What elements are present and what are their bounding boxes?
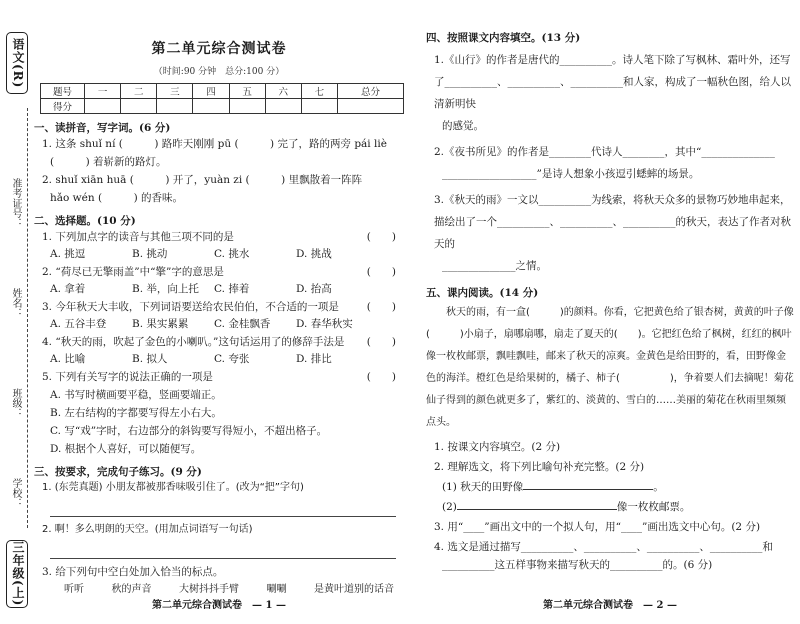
s3-q1: 1. (东莞真题) 小朋友都被那香味吸引住了。(改为“把”字句) bbox=[42, 482, 304, 493]
score-cell: 五 bbox=[229, 84, 265, 99]
page-subtitle: （时间:90 分钟 总分:100 分） bbox=[153, 67, 285, 77]
score-value-row bbox=[41, 99, 404, 114]
answer-paren[interactable]: ( ) bbox=[366, 336, 396, 348]
answer-paren[interactable]: ( ) bbox=[366, 231, 396, 243]
s4-q1-line2: 的感觉。 bbox=[442, 120, 484, 132]
s4-q1-line1: 1.《山行》的作者是唐代的__________。诗人笔下除了写枫林、霜叶外，还写了__________、__________、__________和人家，构成了一幅秋色图，给人以清新明快 bbox=[434, 54, 791, 110]
s5-q2-a-suffix: 。 bbox=[653, 481, 664, 493]
score-cell: 得分 bbox=[41, 99, 85, 114]
class-label: 班级： bbox=[10, 388, 21, 418]
name-label: 姓名： bbox=[10, 288, 21, 318]
s5-q3: 3. 用“____”画出文中的一个拟人句，用“____”画出选文中心句。(2 分) bbox=[434, 521, 761, 533]
score-input-cell[interactable] bbox=[121, 99, 157, 114]
s5-q4-line2: __________这五样事物来描写秋天的__________的。(6 分) bbox=[442, 559, 713, 571]
s2-q1 bbox=[34, 228, 404, 246]
score-cell: 七 bbox=[301, 84, 337, 99]
s5-q2-a-blank[interactable] bbox=[523, 478, 653, 490]
s5-q2-b-blank[interactable] bbox=[457, 498, 617, 510]
word-item: 秋的声音 bbox=[111, 584, 152, 595]
grade-tag: 三年级(上) bbox=[6, 540, 28, 608]
section-5-title: 五、课内阅读。(14 分) bbox=[426, 287, 539, 299]
option-d[interactable]: D. 排比 bbox=[296, 353, 332, 365]
score-table bbox=[40, 83, 404, 114]
s4-q2-line2: __________________”是诗人想象小孩逗引蟋蟀的场景。 bbox=[442, 168, 700, 180]
word-item: 唰唰 bbox=[266, 584, 287, 595]
s2-q4-text: 4. “秋天的雨，吹起了金色的小喇叭。”这句话运用了的修辞手法是 bbox=[42, 336, 345, 348]
score-input-cell[interactable] bbox=[85, 99, 121, 114]
s2-q1-text: 1. 下列加点字的读音与其他三项不同的是 bbox=[42, 231, 234, 243]
option-a[interactable]: A. 拿着 bbox=[50, 283, 86, 295]
option-c[interactable]: C. 挑水 bbox=[214, 248, 250, 260]
page-title: 第二单元综合测试卷 bbox=[151, 41, 287, 57]
s3-q2: 2. 啊！多么明朗的天空。(用加点词语写一句话) bbox=[42, 524, 253, 535]
option-a[interactable]: A. 五谷丰登 bbox=[50, 318, 107, 330]
word-item: 听听 bbox=[64, 584, 84, 595]
section-2-title: 二、选择题。(10 分) bbox=[34, 215, 136, 227]
s3-q3: 3. 给下列句中空白处加入恰当的标点。 bbox=[42, 566, 224, 578]
s5-q2: 2. 理解选文，将下列比喻句补充完整。(2 分) bbox=[434, 461, 645, 473]
score-input-cell[interactable] bbox=[301, 99, 337, 114]
s5-q2-b bbox=[426, 498, 794, 516]
option-c[interactable]: C. 捧着 bbox=[214, 283, 250, 295]
s1-q2-line1: 2. shuǐ xiān huā ( ) 开了，yuàn zi ( ) 里飘散着一阵阵 bbox=[42, 174, 363, 186]
s5-q2-b-suffix: 像一枚枚邮票。 bbox=[616, 501, 691, 513]
s2-q2-options bbox=[34, 281, 404, 298]
s2-q5-option-c[interactable]: C. 写“戏”字时，右边部分的斜钩要写得短小，不超出格子。 bbox=[50, 425, 328, 437]
score-cell: 总分 bbox=[338, 84, 404, 99]
s1-q1-line2: ( ) 着崭新的路灯。 bbox=[50, 156, 167, 168]
option-d[interactable]: D. 春华秋实 bbox=[296, 318, 353, 330]
section-3-title: 三、按要求，完成句子练习。(9 分) bbox=[34, 466, 202, 478]
section-1-title: 一、读拼音，写字词。(6 分) bbox=[34, 122, 171, 134]
subject-tag: 语文(R) bbox=[6, 32, 28, 94]
s2-q5-option-a[interactable]: A. 书写时横画要平稳，竖画要端正。 bbox=[50, 389, 222, 401]
footer-left: 第二单元综合测试卷 — 1 — bbox=[152, 600, 286, 611]
reading-passage: 秋天的雨，有一盒( )的颜料。你看，它把黄色给了银杏树，黄黄的叶子像( )小扇子，扇哪扇哪，扇走了夏天的( )。它把红色给了枫树，红红的枫叶像一枚枚邮票，飘哇飘哇，邮来了秋天的凉爽。金黄色是给田野的，看，田野像金色的海洋。橙红色是给果树的，橘子、柿子( )，争着要人们去摘呢！菊花仙子得到的颜色就更多了，紫红的、淡黄的、雪白的……美丽的菊花在秋雨里频频点头。 bbox=[426, 307, 794, 428]
section-4-title: 四、按照课文内容填空。(13 分) bbox=[426, 32, 581, 44]
score-cell: 一 bbox=[85, 84, 121, 99]
s2-q2-text: 2. “荷尽已无擎雨盖”中“擎”字的意思是 bbox=[42, 266, 224, 278]
binding-strip bbox=[0, 0, 30, 624]
answer-paren[interactable]: ( ) bbox=[366, 301, 396, 313]
score-input-cell[interactable] bbox=[229, 99, 265, 114]
exam-number-label: 准考证号： bbox=[10, 178, 21, 228]
s2-q3 bbox=[34, 298, 404, 316]
footer-right: 第二单元综合测试卷 — 2 — bbox=[543, 600, 677, 611]
s1-q1-line1: 1. 这条 shuǐ ní ( ) 路昨天刚刚 pū ( ) 完了，路的两旁 pái liè bbox=[42, 138, 387, 150]
s2-q4-options bbox=[34, 351, 404, 368]
option-b[interactable]: B. 拟人 bbox=[132, 353, 168, 365]
s2-q5 bbox=[34, 368, 404, 386]
option-b[interactable]: B. 挑动 bbox=[132, 248, 168, 260]
s2-q5-option-b[interactable]: B. 左右结构的字都要写得左小右大。 bbox=[50, 407, 222, 419]
score-input-cell[interactable] bbox=[157, 99, 193, 114]
s2-q5-text: 5. 下列有关写字的说法正确的一项是 bbox=[42, 371, 213, 383]
s5-q2-a-prefix: (1) 秋天的田野像 bbox=[442, 481, 524, 493]
option-d[interactable]: D. 抬高 bbox=[296, 283, 332, 295]
score-input-cell[interactable] bbox=[193, 99, 229, 114]
score-cell: 四 bbox=[193, 84, 229, 99]
binding-dashed-line bbox=[27, 108, 28, 528]
s2-q3-options bbox=[34, 316, 404, 333]
option-c[interactable]: C. 夸张 bbox=[214, 353, 250, 365]
score-cell: 六 bbox=[265, 84, 301, 99]
score-header-row bbox=[41, 84, 404, 99]
answer-paren[interactable]: ( ) bbox=[366, 371, 396, 383]
s5-q2-b-prefix: (2) bbox=[442, 501, 457, 513]
option-b[interactable]: B. 果实累累 bbox=[132, 318, 189, 330]
score-cell: 二 bbox=[121, 84, 157, 99]
answer-paren[interactable]: ( ) bbox=[366, 266, 396, 278]
s5-q4-line1: 4. 选文是通过描写__________、__________、__________、__________和 bbox=[434, 541, 773, 553]
s2-q1-options bbox=[34, 246, 404, 263]
score-input-cell[interactable] bbox=[338, 99, 404, 114]
score-cell: 三 bbox=[157, 84, 193, 99]
option-a[interactable]: A. 比喻 bbox=[50, 353, 86, 365]
option-d[interactable]: D. 挑战 bbox=[296, 248, 332, 260]
s5-q1: 1. 按课文内容填空。(2 分) bbox=[434, 441, 561, 453]
word-item: 是黄叶道别的话音 bbox=[314, 584, 394, 595]
s3-q2-answer-line[interactable] bbox=[50, 541, 396, 559]
s2-q4 bbox=[34, 333, 404, 351]
page-left bbox=[34, 0, 404, 611]
s2-q2 bbox=[34, 263, 404, 281]
s4-q2-line1: 2.《夜书所见》的作者是________代诗人________，其中“______________ bbox=[434, 146, 775, 158]
score-input-cell[interactable] bbox=[265, 99, 301, 114]
school-label: 学校： bbox=[10, 478, 21, 508]
option-a[interactable]: A. 挑逗 bbox=[50, 248, 86, 260]
s5-q2-a bbox=[426, 478, 794, 496]
s4-q3-line1: 3.《秋天的雨》一文以__________为线索，将秋天众多的景物巧妙地串起来，描绘出了一个__________、__________、__________的秋天，表达了作者对秋天的 bbox=[434, 194, 791, 250]
s1-q2-line2: hǎo wén ( ) 的香味。 bbox=[50, 192, 184, 204]
word-item: 大树抖抖手臂 bbox=[179, 584, 239, 595]
page-right bbox=[426, 0, 794, 611]
s2-q3-text: 3. 今年秋天大丰收，下列词语要送给农民伯伯，不合适的一项是 bbox=[42, 301, 339, 313]
option-c[interactable]: C. 金桂飘香 bbox=[214, 318, 271, 330]
s3-q1-answer-line[interactable] bbox=[50, 499, 396, 517]
score-cell: 题号 bbox=[41, 84, 85, 99]
s2-q5-option-d[interactable]: D. 根据个人喜好，可以随便写。 bbox=[50, 443, 202, 455]
option-b[interactable]: B. 举，向上托 bbox=[132, 283, 199, 295]
s4-q3-line2: ______________之情。 bbox=[442, 260, 547, 272]
